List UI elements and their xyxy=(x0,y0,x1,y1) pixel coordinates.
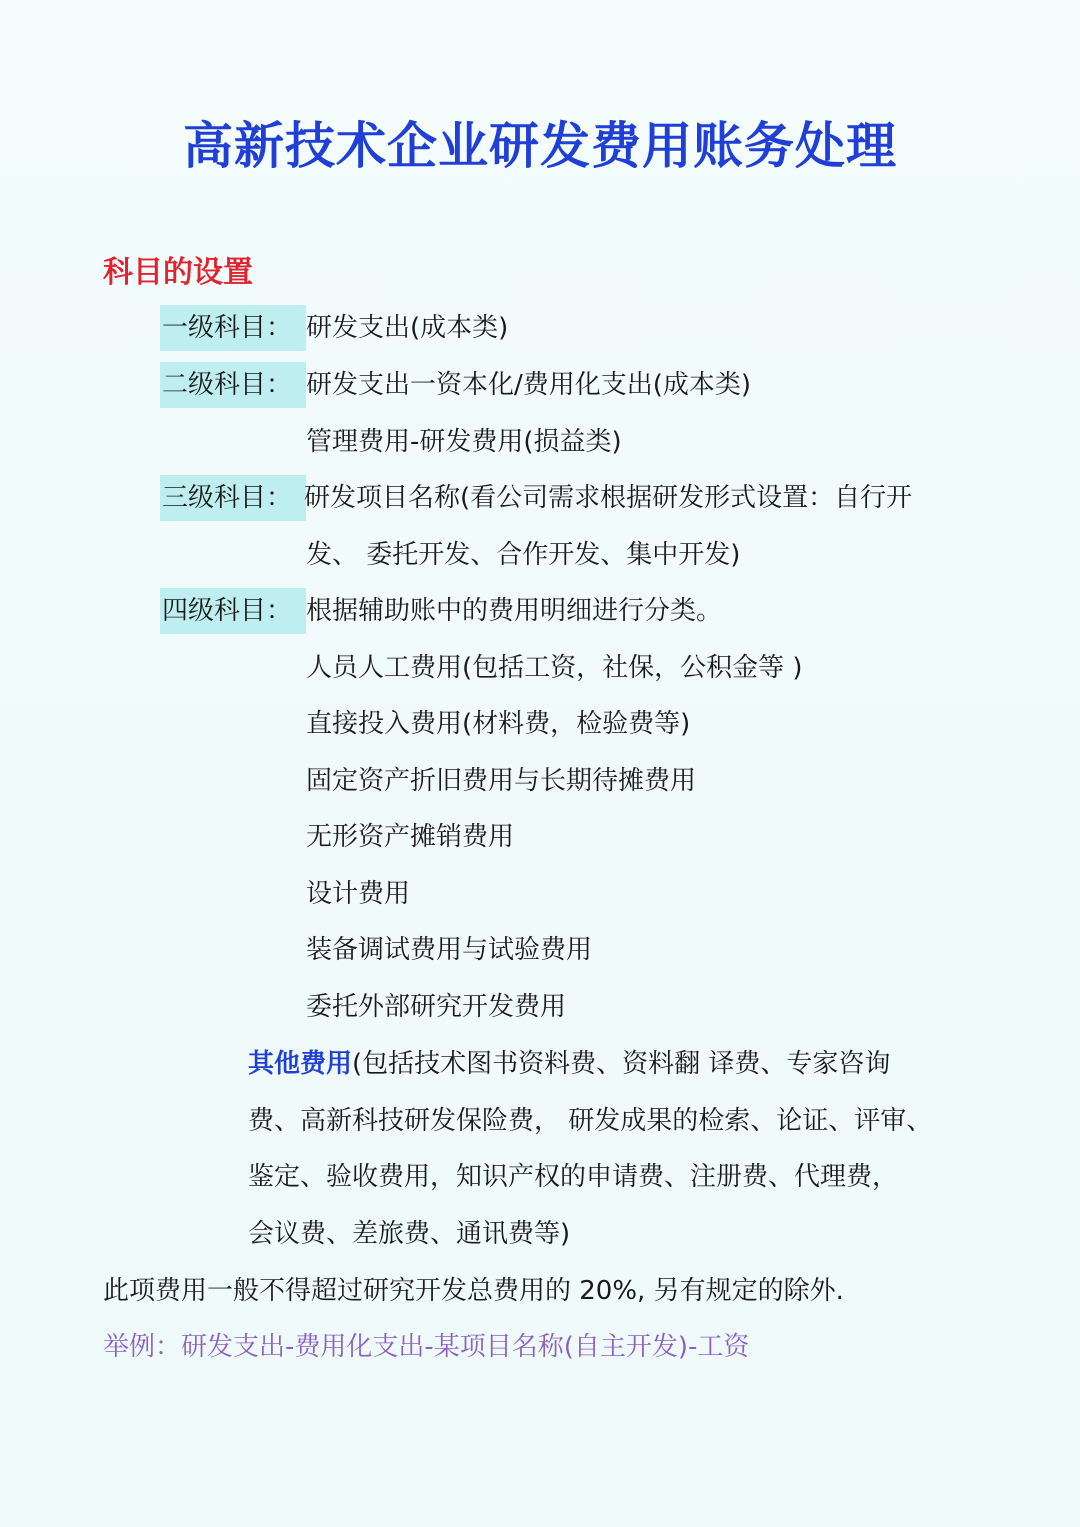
other-expenses-head: 其他费用 xyxy=(248,1049,353,1079)
other-expenses-text: (包括技术图书资料费、资料翻 译费、专家咨询 xyxy=(352,1049,891,1079)
limit-note: 此项费用一般不得超过研究开发总费用的 20%, 另有规定的除外. xyxy=(103,1276,844,1306)
level4-item: 人员人工费用(包括工资，社保，公积金等 ) xyxy=(306,653,803,683)
example-line: 举例：研发支出-费用化支出-某项目名称(自主开发)-工资 xyxy=(103,1332,750,1362)
level4-item: 委托外部研究开发费用 xyxy=(306,992,567,1022)
level4-item: 无形资产摊销费用 xyxy=(306,822,515,852)
level4-intro: 根据辅助账中的费用明细进行分类。 xyxy=(306,596,723,626)
level3-label: 三级科目： xyxy=(162,483,293,513)
level3-value-2: 发、 委托开发、合作开发、集中开发) xyxy=(306,540,741,570)
level2-value-1: 研发支出一资本化/费用化支出(成本类) xyxy=(306,370,752,400)
other-expenses-line-3: 鉴定、验收费用，知识产权的申请费、注册费、代理费， xyxy=(248,1162,899,1192)
level4-item: 设计费用 xyxy=(306,879,411,909)
section-heading: 科目的设置 xyxy=(103,255,253,290)
other-expenses-line-1 xyxy=(248,1044,890,1084)
level1-label: 一级科目： xyxy=(162,313,293,343)
level1-value: 研发支出(成本类) xyxy=(306,313,509,343)
level2-value-2: 管理费用-研发费用(损益类) xyxy=(306,427,622,457)
level4-item: 直接投入费用(材料费，检验费等) xyxy=(306,709,691,739)
level3-value-1: 研发项目名称(看公司需求根据研发形式设置：自行开 xyxy=(304,483,913,513)
page-title: 高新技术企业研发费用账务处理 xyxy=(183,117,897,175)
level4-item: 装备调试费用与试验费用 xyxy=(306,935,593,965)
level2-label: 二级科目： xyxy=(162,370,293,400)
other-expenses-line-4: 会议费、差旅费、通讯费等) xyxy=(248,1219,571,1249)
other-expenses-line-2: 费、高新科技研发保险费， 研发成果的检索、论证、评审、 xyxy=(248,1106,933,1136)
level4-item: 固定资产折旧费用与长期待摊费用 xyxy=(306,766,697,796)
level4-label: 四级科目： xyxy=(162,596,293,626)
